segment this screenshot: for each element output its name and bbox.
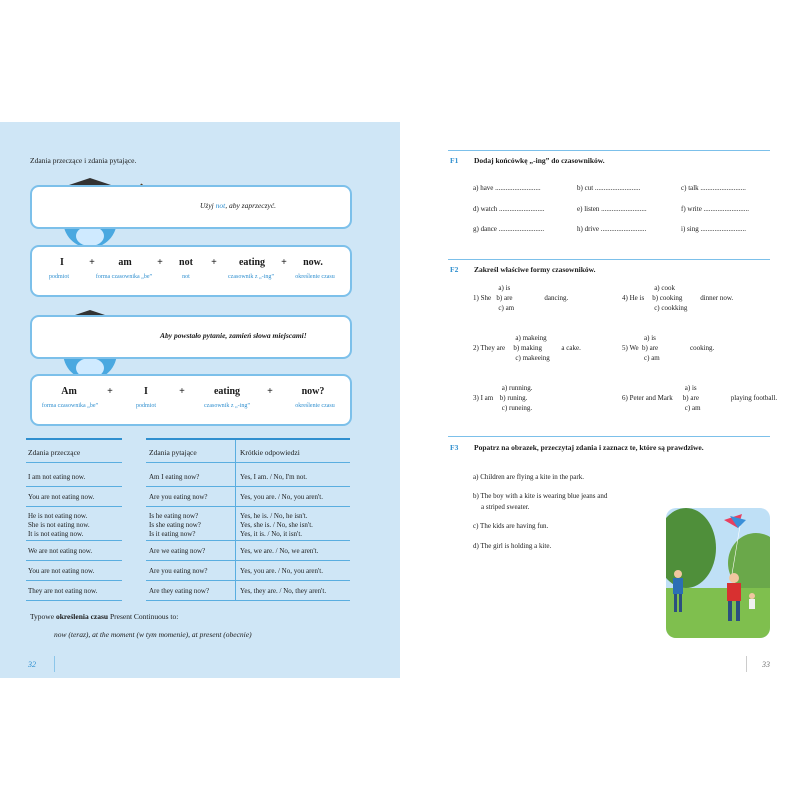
choice-lead: 2) They are xyxy=(473,344,506,352)
tip-text: Użyj not, aby zaprzeczyć. xyxy=(200,201,277,210)
table-cell-line: It is not eating now. xyxy=(28,530,84,538)
table-cell-neg xyxy=(28,567,94,576)
formula-word: am xyxy=(118,257,132,268)
table-cell-line: Is she eating now? xyxy=(149,521,201,529)
table-cell-line: You are not eating now. xyxy=(28,567,95,575)
formula-negative xyxy=(30,245,352,297)
page-number: 33 xyxy=(762,660,770,669)
choice-option[interactable]: a) is xyxy=(644,334,656,342)
exercise-number: F1 xyxy=(450,156,459,165)
choice-option[interactable]: b) cooking xyxy=(652,294,683,302)
choice-option[interactable]: c) am xyxy=(498,304,515,312)
formula-word: now. xyxy=(303,257,323,268)
table-cell-neg xyxy=(28,547,92,556)
formula-word: not xyxy=(179,257,193,268)
typical-expressions-intro: Typowe określenia czasu Present Continuous to: xyxy=(30,612,179,621)
formula-label: określenie czasu xyxy=(295,274,335,280)
table-cell-q xyxy=(149,473,199,482)
exercise-item: c) talk .......................... xyxy=(681,184,746,192)
choice-tail: playing football. xyxy=(730,394,778,402)
table-cell-a xyxy=(240,473,307,482)
formula-word: eating xyxy=(238,257,266,268)
table-cell-neg xyxy=(28,587,97,596)
choice-option[interactable]: a) makeing xyxy=(515,334,547,342)
right-page xyxy=(400,122,800,678)
choice-tail: dinner now. xyxy=(700,294,734,302)
table-cell-line: Are you eating now? xyxy=(149,567,208,575)
table-cell-q xyxy=(149,587,209,596)
formula-word: I xyxy=(144,386,148,397)
choice-option[interactable]: b) are xyxy=(496,294,513,302)
table-cell-q xyxy=(149,493,208,502)
table-cell-q xyxy=(149,567,208,576)
formula-plus: + xyxy=(211,257,217,268)
table-cell-a xyxy=(240,512,313,539)
table-cell-line: Are they eating now? xyxy=(149,587,210,595)
exercise-item: d) watch .......................... xyxy=(473,205,545,213)
page-number: 32 xyxy=(28,660,36,669)
table-cell-line: She is not eating now. xyxy=(28,521,90,529)
formula-label: forma czasownika „be” xyxy=(41,403,99,409)
exercise-item: b) cut .......................... xyxy=(577,184,641,192)
formula-word: eating xyxy=(213,386,241,397)
exercise-item: e) listen .......................... xyxy=(577,205,647,213)
table-cell-line: Yes, you are. / No, you aren't. xyxy=(240,567,323,575)
exercise-title: Popatrz na obrazek, przeczytaj zdania i zaznacz te, które są prawdziwe. xyxy=(474,443,704,452)
exercise-item: i) sing .......................... xyxy=(681,225,746,233)
formula-label: podmiot xyxy=(135,403,156,409)
sentence: d) The girl is holding a kite. xyxy=(473,542,552,550)
formula-label: określenie czasu xyxy=(295,403,335,409)
sentence: c) The kids are having fun. xyxy=(473,522,549,530)
table-cell-line: I am not eating now. xyxy=(28,473,86,481)
formula-plus: + xyxy=(89,257,95,268)
choice-option[interactable]: a) cook xyxy=(654,284,675,292)
choice-option[interactable]: c) makeeing xyxy=(515,354,550,362)
choice-option[interactable]: a) is xyxy=(684,384,697,392)
choice-option[interactable]: b) are xyxy=(682,394,699,402)
formula-plus: + xyxy=(157,257,163,268)
exercise-title: Dodaj końcówkę „-ing” do czasowników. xyxy=(474,156,605,165)
formula-plus: + xyxy=(267,386,273,397)
choice-option[interactable]: c) runeing. xyxy=(501,404,533,412)
table-header: Krótkie odpowiedzi xyxy=(240,448,300,457)
formula-label: czasownik z „-ing” xyxy=(204,403,250,409)
choice-lead: 6) Peter and Mark xyxy=(622,394,673,402)
choice-lead: 1) She xyxy=(473,294,492,302)
table-cell-line: We are not eating now. xyxy=(28,547,93,555)
sentence: b) The boy with a kite is wearing blue jeans and xyxy=(473,492,608,500)
table-cell-line: Is it eating now? xyxy=(149,530,196,538)
tip-text: Aby powstało pytanie, zamień słowa miejscami! xyxy=(160,331,307,340)
choice-option[interactable]: b) are xyxy=(642,344,659,352)
table-cell-neg xyxy=(28,512,90,539)
left-page xyxy=(0,122,400,678)
choice-lead: 5) We xyxy=(622,344,639,352)
formula-word: now? xyxy=(301,386,325,397)
exercise-item: f) write .......................... xyxy=(681,205,750,213)
table-cell-line: Yes, we are. / No, we aren't. xyxy=(240,547,319,555)
table-cell-a xyxy=(240,493,323,502)
table-cell-line: Yes, it is. / No, it isn't. xyxy=(240,530,303,538)
table-cell-a xyxy=(240,547,318,556)
exercise-title: Zakreśl właściwe formy czasowników. xyxy=(474,265,596,274)
table-cell-line: Yes, they are. / No, they aren't. xyxy=(240,587,327,595)
choice-option[interactable]: b) runing. xyxy=(499,394,528,402)
table-header: Zdania przeczące xyxy=(28,448,81,457)
formula-label: podmiot xyxy=(48,274,69,280)
table-cell-neg xyxy=(28,473,85,482)
children-kite-photo xyxy=(666,508,770,638)
formula-label: not xyxy=(182,274,190,280)
section-heading: Zdania przeczące i zdania pytające. xyxy=(30,156,137,165)
table-cell-line: Are we eating now? xyxy=(149,547,206,555)
formula-question xyxy=(30,374,352,426)
table-cell-line: Yes, she is. / No, she isn't. xyxy=(240,521,313,529)
choice-tail: a cake. xyxy=(561,344,581,352)
table-cell-q xyxy=(149,512,201,539)
exercise-item: g) dance .......................... xyxy=(473,225,545,233)
choice-tail: cooking. xyxy=(690,344,715,352)
table-cell-line: He is not eating now. xyxy=(28,512,88,520)
table-cell-line: You are not eating now. xyxy=(28,493,95,501)
choice-option[interactable]: c) cookking xyxy=(654,304,688,312)
table-cell-line: Yes, I am. / No, I'm not. xyxy=(240,473,308,481)
table-cell-line: Yes, you are. / No, you aren't. xyxy=(240,493,323,501)
choice-option[interactable]: a) is xyxy=(498,284,511,292)
choice-option[interactable]: b) making xyxy=(513,344,542,352)
table-cell-q xyxy=(149,547,205,556)
formula-plus: + xyxy=(281,257,287,268)
tip-bubble-question xyxy=(30,315,352,359)
choice-option[interactable]: c) am xyxy=(644,354,660,362)
choice-tail: dancing. xyxy=(544,294,569,302)
choice-option[interactable]: c) am xyxy=(684,404,701,412)
formula-plus: + xyxy=(179,386,185,397)
choice-option[interactable]: a) running. xyxy=(501,384,533,392)
formula-label: forma czasownika „be” xyxy=(95,274,153,280)
table-cell-line: Yes, he is. / No, he isn't. xyxy=(240,512,308,520)
table-cell-a xyxy=(240,567,323,576)
formula-plus: + xyxy=(107,386,113,397)
formula-word: Am xyxy=(61,386,77,397)
time-expressions: now (teraz), at the moment (w tym momenie), at present (obecnie) xyxy=(54,630,252,639)
exercise-number: F2 xyxy=(450,265,459,274)
choice-lead: 4) He is xyxy=(622,294,645,302)
exercise-item: h) drive .......................... xyxy=(577,225,647,233)
table-cell-line: Am I eating now? xyxy=(149,473,200,481)
table-header: Zdania pytające xyxy=(149,448,197,457)
formula-label: czasownik z „-ing” xyxy=(228,274,274,280)
table-cell-line: Is he eating now? xyxy=(149,512,199,520)
choice-lead: 3) I am xyxy=(473,394,494,402)
formula-word: I xyxy=(60,257,64,268)
table-cell-line: They are not eating now. xyxy=(28,587,98,595)
table-cell-line: Are you eating now? xyxy=(149,493,208,501)
table-cell-neg xyxy=(28,493,94,502)
sentence: a striped sweater. xyxy=(481,503,530,511)
sentence: a) Children are flying a kite in the park. xyxy=(473,473,584,481)
table-cell-a xyxy=(240,587,326,596)
exercise-number: F3 xyxy=(450,443,459,452)
tip-bubble-negation xyxy=(30,185,352,229)
exercise-item: a) have .......................... xyxy=(473,184,541,192)
